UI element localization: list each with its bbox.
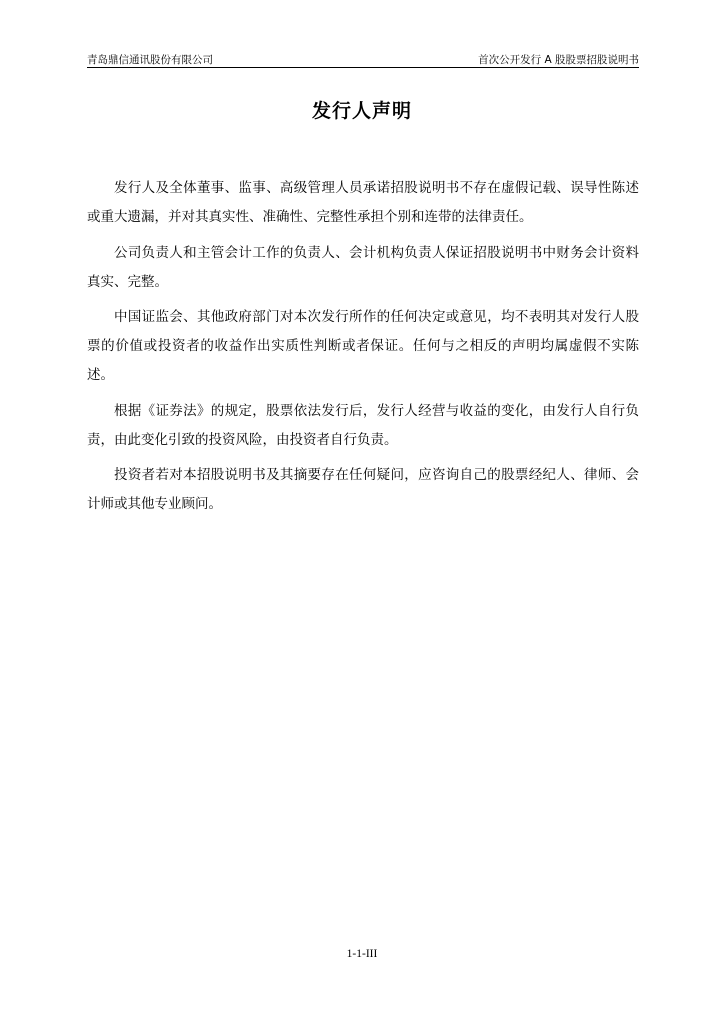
page-number: 1-1-III	[346, 948, 378, 960]
header-document-title: 首次公开发行 A 股股票招股说明书	[478, 54, 639, 66]
statement-paragraph-2: 公司负责人和主管会计工作的负责人、会计机构负责人保证招股说明书中财务会计资料真实、完整。	[87, 244, 639, 290]
page-header	[87, 52, 639, 68]
statement-paragraph-5: 投资者若对本招股说明书及其摘要存在任何疑问，应咨询自己的股票经纪人、律师、会计师或其他专业顾问。	[87, 467, 639, 512]
header-rule	[87, 67, 639, 68]
statement-body	[87, 174, 639, 526]
statement-paragraph-3: 中国证监会、其他政府部门对本次发行所作的任何决定或意见，均不表明其对发行人股票的价值或投资者的收益作出实质性判断或者保证。任何与之相反的声明均属虚假不实陈述。	[87, 309, 639, 383]
page-title: 发行人声明	[311, 100, 412, 122]
statement-paragraph-4: 根据《证券法》的规定，股票依法发行后，发行人经营与收益的变化，由发行人自行负责，由此变化引致的投资风险，由投资者自行负责。	[87, 402, 639, 448]
statement-paragraph-1: 发行人及全体董事、监事、高级管理人员承诺招股说明书不存在虚假记载、误导性陈述或重大遗漏，并对其真实性、准确性、完整性承担个别和连带的法律责任。	[87, 180, 639, 225]
header-company-name: 青岛鼎信通讯股份有限公司	[87, 54, 213, 66]
